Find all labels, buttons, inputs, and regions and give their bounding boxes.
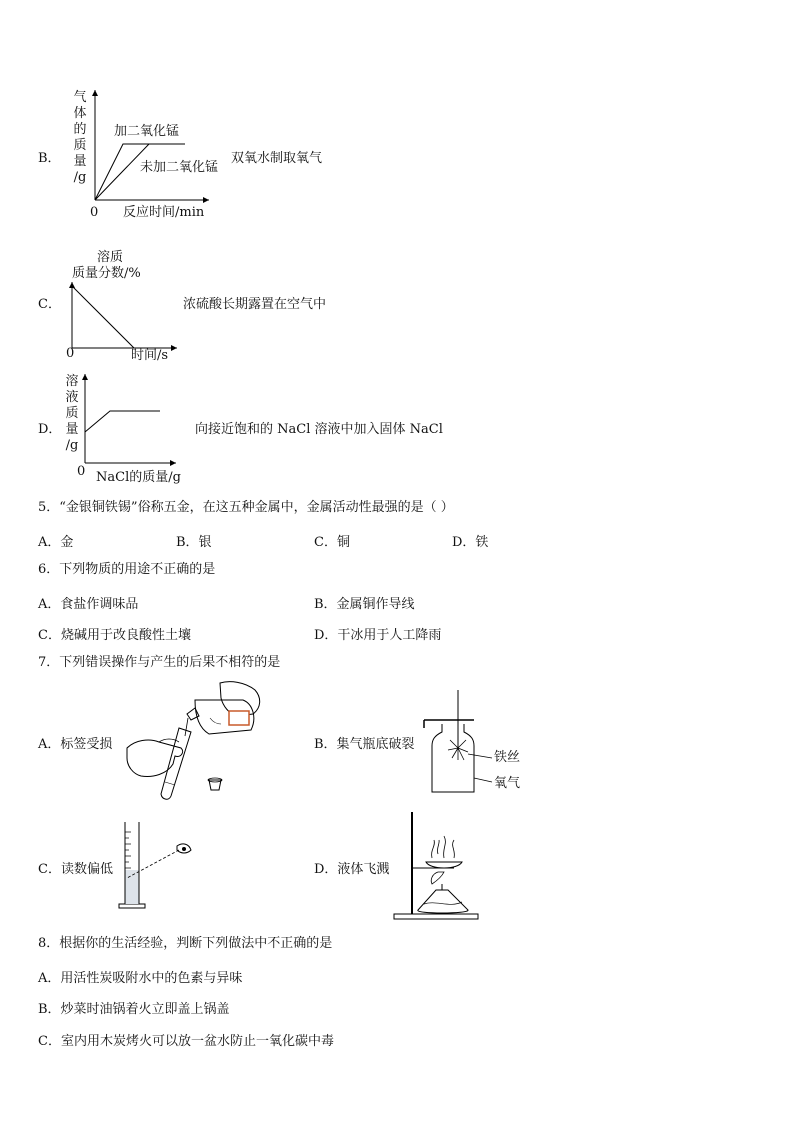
test-tube-icon (161, 728, 191, 799)
q6-option-c[interactable]: C．烧碱用于改良酸性土壤 (38, 628, 191, 643)
graph-b-origin: 0 (90, 205, 99, 220)
q7-option-b[interactable]: B．集气瓶底破裂 (314, 737, 415, 752)
q7-option-a[interactable]: A．标签受损 (38, 737, 113, 752)
q7-stem: 7．下列错误操作与产生的后果不相符的是 (38, 655, 281, 670)
cylinder-base (119, 904, 145, 908)
q8-stem: 8．根据你的生活经验，判断下列做法中不正确的是 (38, 936, 333, 951)
q7-option-d[interactable]: D．液体飞溅 (314, 862, 390, 877)
q6-option-d[interactable]: D．干冰用于人工降雨 (314, 628, 442, 643)
evaporating-dish-icon (426, 862, 462, 868)
graph-c-plot (62, 278, 182, 353)
q8-option-a[interactable]: A．用活性炭吸附水中的色素与异味 (38, 971, 243, 986)
graph-b-line2-label: 未加二氧化锰 (140, 160, 219, 175)
graph-b-plot (85, 82, 215, 207)
q6-stem: 6．下列物质的用途不正确的是 (38, 562, 216, 577)
option-b-label: B． (38, 151, 61, 166)
q5-option-d[interactable]: D．铁 (452, 535, 489, 550)
q7-b-label-oxygen: 氧气 (494, 776, 521, 791)
bottle-label-icon (229, 711, 249, 725)
graph-c-xlabel: 时间/s (131, 348, 169, 363)
graph-c-origin: 0 (66, 346, 75, 361)
graph-d-line (85, 411, 160, 432)
graph-b-ylabel: 气 体 的 质 量 /g (73, 90, 87, 185)
cylinder-liquid (126, 870, 139, 904)
q7-d-illustration (392, 810, 487, 922)
burning-sparks-icon (448, 738, 468, 760)
q7-b-label-iron-wire: 铁丝 (494, 750, 521, 765)
graph-d-ylabel: 溶 液 质 量 /g (65, 374, 79, 453)
q7-c-illustration (115, 818, 200, 913)
sight-line (127, 850, 179, 878)
gas-jar-icon (432, 724, 474, 792)
q6-option-b[interactable]: B．金属铜作导线 (314, 597, 415, 612)
splash-flame-icon (432, 836, 455, 858)
q7-a-illustration (125, 678, 265, 800)
graph-d-xlabel: NaCl的质量/g (96, 470, 181, 485)
graph-b-line1-label: 加二氧化锰 (114, 124, 180, 139)
q7-option-c[interactable]: C．读数偏低 (38, 862, 113, 877)
graph-c-caption: 浓硫酸长期露置在空气中 (183, 297, 327, 312)
graph-d-origin: 0 (77, 464, 86, 479)
graph-b-xlabel: 反应时间/min (123, 205, 205, 220)
graph-d-plot (76, 370, 181, 468)
q5-option-b[interactable]: B．银 (176, 535, 212, 550)
graph-d-caption: 向接近饱和的 NaCl 溶液中加入固体 NaCl (195, 422, 443, 437)
option-c-label: C． (38, 297, 61, 312)
iron-stand-base (394, 914, 478, 919)
alcohol-lamp-icon (418, 890, 468, 913)
graph-c-ylabel-line2: 质量分数/% (72, 266, 141, 281)
q8-option-b[interactable]: B．炒菜时油锅着火立即盖上锅盖 (38, 1002, 230, 1017)
lamp-flame-icon (431, 872, 444, 884)
graph-b-caption: 双氧水制取氧气 (231, 151, 323, 166)
q5-stem: 5．“金银铜铁锡”俗称五金，在这五种金属中，金属活动性最强的是（ ） (38, 500, 454, 515)
q8-option-c[interactable]: C．室内用木炭烤火可以放一盆水防止一氧化碳中毒 (38, 1034, 334, 1049)
option-d-label: D． (38, 422, 62, 437)
graph-c-line (72, 286, 134, 348)
q5-option-a[interactable]: A．金 (38, 535, 74, 550)
graph-c-ylabel-line1: 溶质 (97, 250, 124, 265)
q6-option-a[interactable]: A．食盐作调味品 (38, 597, 139, 612)
q5-option-c[interactable]: C．铜 (314, 535, 350, 550)
